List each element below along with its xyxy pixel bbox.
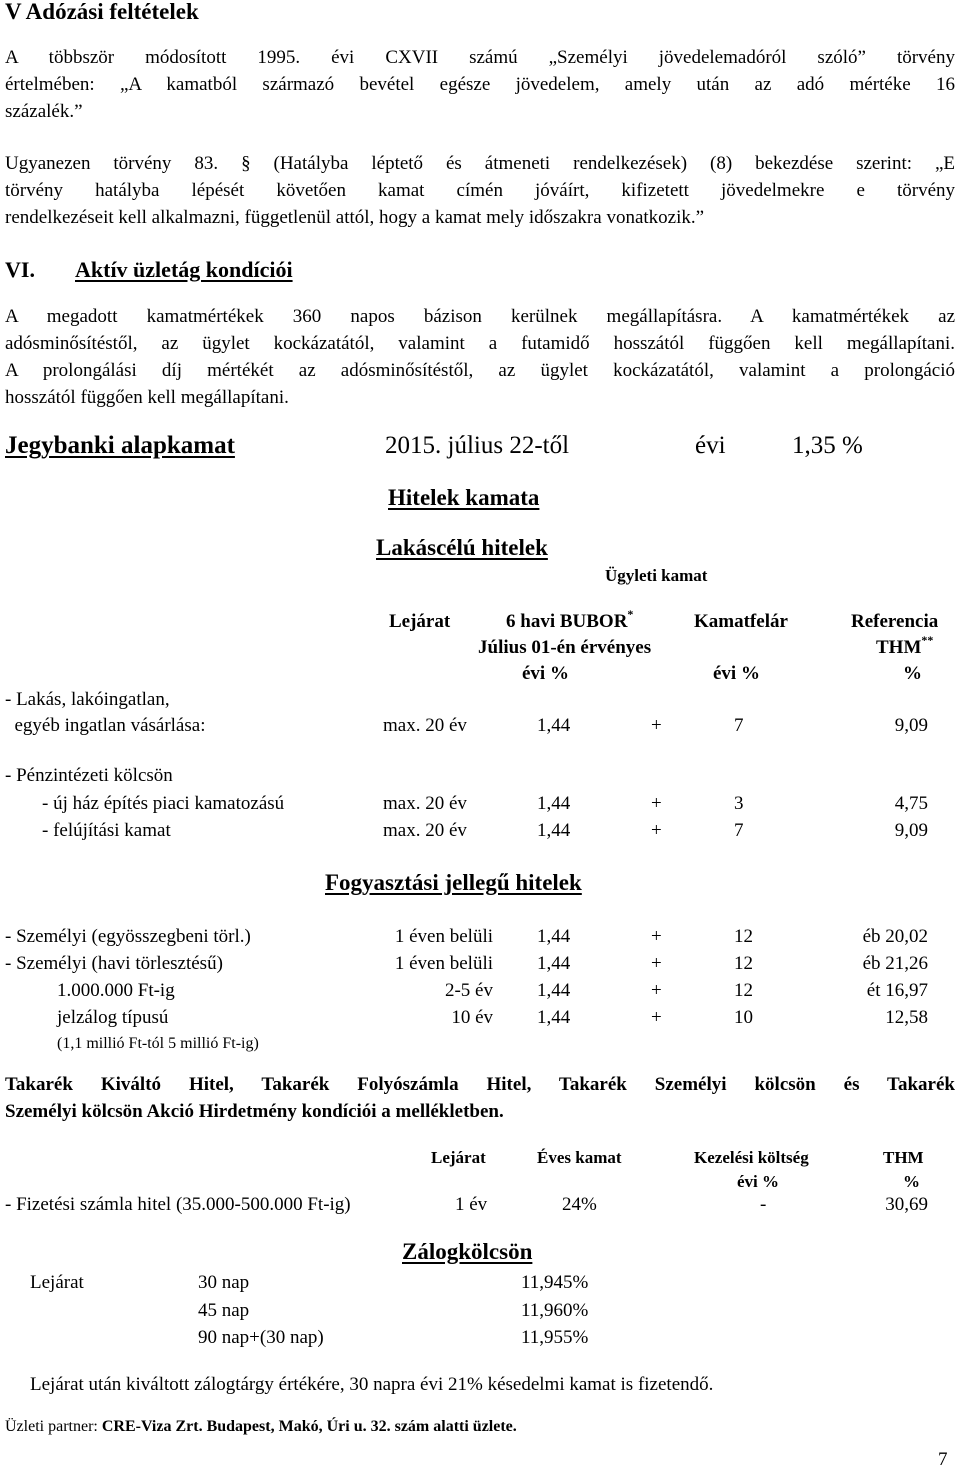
housing-loans-title: Lakáscélú hitelek: [376, 535, 548, 560]
consumer-row-bubor: 1,44: [537, 953, 571, 974]
transaction-rate-label: Ügyleti kamat: [605, 566, 708, 585]
header-reference-unit: %: [903, 663, 922, 684]
bank-row-reference: 9,09: [894, 820, 928, 841]
consumer-row-plus: +: [651, 926, 662, 947]
bank-row-margin: 7: [734, 820, 744, 841]
consumer-row-maturity: 1 éven belüli: [394, 953, 493, 974]
text-line: törvény hatályba lépését követően kamat címén jóváírt, kifizetett jövedelmekre e törvény: [5, 180, 955, 201]
consumer-row-margin: 12: [734, 926, 753, 947]
overdraft-header-thm-unit: %: [903, 1172, 920, 1191]
base-rate-label: Jegybanki alapkamat: [5, 432, 235, 459]
consumer-row-maturity: 2-5 év: [444, 980, 493, 1001]
housing-row-margin: 7: [734, 715, 744, 736]
bank-row-plus: +: [651, 793, 662, 814]
tax-paragraph-2: [5, 150, 955, 231]
pawn-loan-title: Zálogkölcsön: [402, 1239, 533, 1264]
bank-row-maturity: max. 20 év: [383, 820, 467, 841]
text-line: hosszától függően kell megállapítani.: [5, 387, 289, 408]
housing-row-label-2: egyéb ingatlan vásárlása:: [5, 715, 206, 736]
consumer-loans-title: Fogyasztási jellegű hitelek: [325, 870, 582, 895]
text-line: A megadott kamatmértékek 360 napos bázison kerülnek megállapításra. A kamatmértékek az: [5, 306, 955, 327]
pawn-note: Lejárat után kiváltott zálogtárgy értékére, 30 napra évi 21% késedelmi kamat is fizetendő.: [30, 1374, 714, 1395]
header-thm-label: THM: [876, 637, 922, 658]
section-vi-number: VI.: [5, 257, 35, 282]
header-bubor-label: 6 havi BUBOR: [506, 611, 628, 632]
pawn-row-term: 30 nap: [198, 1272, 250, 1293]
overdraft-header-rate: Éves kamat: [537, 1148, 622, 1167]
housing-row-maturity: max. 20 év: [383, 715, 467, 736]
tax-paragraph-1: [5, 44, 955, 125]
consumer-row-label: - Személyi (egyösszegbeni törl.): [5, 926, 251, 947]
consumer-row-bubor: 1,44: [537, 980, 571, 1001]
footnote-mark: **: [921, 633, 934, 647]
footnote-mark: *: [627, 607, 634, 621]
overdraft-row-label: - Fizetési számla hitel (35.000-500.000 Ft-ig): [5, 1194, 351, 1215]
base-rate-value: 1,35 %: [792, 432, 863, 459]
overdraft-row-rate: 24%: [562, 1194, 597, 1215]
conditions-paragraph: [5, 303, 955, 411]
housing-row-plus: +: [651, 715, 662, 736]
text-line: adósminősítéstől, az ügylet kockázatától, valamint a futamidő hosszától függően kell megállapítani.: [5, 333, 955, 354]
housing-row-bubor: 1,44: [537, 715, 571, 736]
consumer-row-label: - Személyi (havi törlesztésű): [5, 953, 223, 974]
consumer-row-label: 1.000.000 Ft-ig: [57, 980, 175, 1001]
consumer-row-plus: +: [651, 953, 662, 974]
consumer-row-reference: éb 20,02: [862, 926, 928, 947]
text-line: Ugyanezen törvény 83. § (Hatályba léptető és átmeneti rendelkezések) (8) bekezdése szerint: „E: [5, 153, 955, 174]
bank-row-bubor: 1,44: [537, 793, 571, 814]
consumer-row-reference: éb 21,26: [862, 953, 928, 974]
overdraft-row-maturity: 1 év: [455, 1194, 488, 1215]
consumer-row-bubor: 1,44: [537, 926, 571, 947]
section-v-title: V Adózási feltételek: [5, 0, 199, 24]
text-line: A többször módosított 1995. évi CXVII számú „Személyi jövedelemadóról szóló” törvény: [5, 47, 955, 68]
consumer-note: (1,1 millió Ft-tól 5 millió Ft-ig): [57, 1035, 259, 1052]
text-line: rendelkezéseit kell alkalmazni, függetlenül attól, hogy a kamat mely időszakra vonatkozik.”: [5, 207, 705, 228]
bank-row-margin: 3: [734, 793, 744, 814]
consumer-row-reference: 12,58: [885, 1007, 928, 1028]
header-reference: Referencia: [851, 611, 939, 632]
consumer-row-reference: ét 16,97: [866, 980, 928, 1001]
consumer-row-margin: 12: [734, 980, 753, 1001]
bank-row-reference: 4,75: [894, 793, 928, 814]
header-margin: Kamatfelár: [694, 611, 788, 632]
section-vi-title: Aktív üzletág kondíciói: [75, 257, 293, 282]
consumer-row-margin: 12: [734, 953, 753, 974]
text-line: értelmében: „A kamatból származó bevétel egésze jövedelem, amely után az adó mértéke 16: [5, 74, 955, 95]
overdraft-row-fee: -: [760, 1194, 767, 1215]
header-bubor-sub: Július 01-én érvényes: [478, 637, 652, 658]
overdraft-row-thm: 30,69: [885, 1194, 928, 1215]
text-line: Személyi kölcsön Akció Hirdetmény kondíciói a mellékletben.: [5, 1101, 504, 1122]
text-line: százalék.”: [5, 101, 83, 122]
base-rate-date: 2015. július 22-től: [385, 432, 570, 459]
bank-row-bubor: 1,44: [537, 820, 571, 841]
business-partner: [5, 1413, 517, 1440]
page-number: 7: [938, 1449, 948, 1470]
bank-row-plus: +: [651, 820, 662, 841]
bank-loan-label: - Pénzintézeti kölcsön: [5, 765, 173, 786]
consumer-row-label: jelzálog típusú: [57, 1007, 169, 1028]
pawn-row-rate: 11,955%: [521, 1327, 589, 1348]
partner-name: CRE-Viza Zrt. Budapest, Makó, Úri u. 32. szám alatti üzlete.: [101, 1418, 517, 1435]
loans-title: Hitelek kamata: [388, 485, 540, 510]
pawn-maturity-label: Lejárat: [30, 1272, 84, 1293]
pawn-row-rate: 11,945%: [521, 1272, 589, 1293]
text-line: A prolongálási díj mértékét az adósminősítéstől, az ügylet kockázatától, valamint a prolongáció: [5, 360, 955, 381]
overdraft-header-thm: THM: [883, 1148, 924, 1167]
overdraft-header-fee-unit: évi %: [737, 1172, 780, 1191]
consumer-row-plus: +: [651, 1007, 662, 1028]
bank-row-label: - felújítási kamat: [42, 820, 171, 841]
header-thm: [876, 634, 933, 661]
header-bubor: [506, 608, 633, 635]
bank-row-maturity: max. 20 év: [383, 793, 467, 814]
text-line: Takarék Kiváltó Hitel, Takarék Folyószámla Hitel, Takarék Személyi kölcsön és Takarék: [5, 1074, 955, 1095]
partner-label: Üzleti partner:: [5, 1418, 102, 1435]
overdraft-header-maturity: Lejárat: [431, 1148, 486, 1167]
overdraft-header-fee: Kezelési költség: [694, 1148, 809, 1167]
header-margin-unit: évi %: [713, 663, 760, 684]
header-maturity: Lejárat: [389, 611, 451, 632]
takarek-paragraph: [5, 1071, 955, 1125]
consumer-row-maturity: 1 éven belüli: [394, 926, 493, 947]
consumer-row-bubor: 1,44: [537, 1007, 571, 1028]
housing-row-label-1: - Lakás, lakóingatlan,: [5, 689, 170, 710]
housing-row-reference: 9,09: [894, 715, 928, 736]
consumer-row-margin: 10: [734, 1007, 753, 1028]
consumer-row-maturity: 10 év: [451, 1007, 493, 1028]
base-rate-unit: évi: [695, 432, 726, 459]
header-bubor-unit: évi %: [522, 663, 569, 684]
pawn-row-rate: 11,960%: [521, 1300, 589, 1321]
consumer-row-plus: +: [651, 980, 662, 1001]
bank-row-label: - új ház építés piaci kamatozású: [42, 793, 285, 814]
pawn-row-term: 90 nap+(30 nap): [198, 1327, 324, 1348]
pawn-row-term: 45 nap: [198, 1300, 250, 1321]
